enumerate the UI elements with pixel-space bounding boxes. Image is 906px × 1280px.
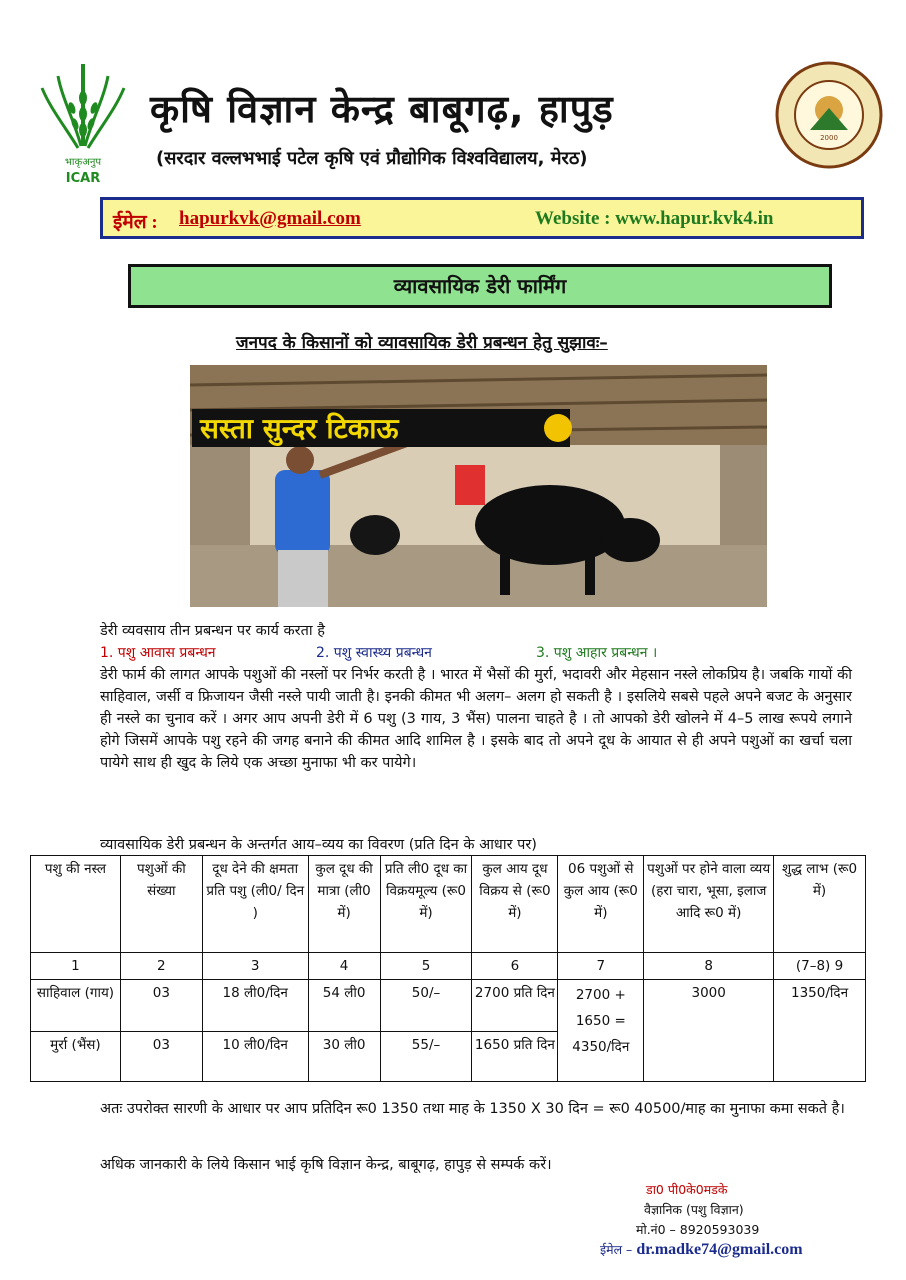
icar-logo xyxy=(28,58,138,188)
svg-text:2000: 2000 xyxy=(820,134,838,142)
signature-block xyxy=(600,1180,890,1260)
management-item: 2. पशु स्वास्थ्य प्रबन्धन xyxy=(316,645,432,661)
signature-email-label: ईमेल – xyxy=(600,1242,633,1257)
management-item: 1. पशु आवास प्रबन्धन xyxy=(100,645,216,661)
column-number: 3 xyxy=(202,953,308,980)
total-income-cell: 2700 + 1650 = 4350/दिन xyxy=(558,980,644,1082)
table-header: पशुओं पर होने वाला व्यय (हरा चारा, भूसा, इलाज आदि रू0 में) xyxy=(644,856,774,953)
capacity-cell: 18 ली0/दिन xyxy=(202,980,308,1032)
table-header: पशुओं की संख्या xyxy=(120,856,202,953)
contact-bar xyxy=(100,197,864,239)
table-number-row xyxy=(31,953,866,980)
count-cell: 03 xyxy=(120,980,202,1032)
conclusion-text: अतः उपरोक्त सारणी के आधार पर आप प्रतिदिन रू0 1350 तथा माह के 1350 X 30 दिन = रू0 40500/माह का मुनाफा कमा सकते है। xyxy=(100,1101,845,1117)
body-paragraph: डेरी फार्म की लागत आपके पशुओं की नस्लों पर निर्भर करती है । भारत में भैसों की मुर्रा, भदावरी और मेहसान नस्ले लोकप्रिय है। जबकि गायों की साहिवाल, जर्सी व फ्रिजायन जैसी नस्ले पायी जाती है। इनकी कीमत भी अलग– अलग हो सकती है । इसलिये सबसे पहले अपने बजट के अनुसार ही नस्ले का चुनाव करें । अगर आप अपनी डेरी में 6 पशु (3 गाय, 3 भैंस) पालना चाहते है । तो आपको डेरी खोलने में 4–5 लाख रूपये लगाने होगे जिसमें आपके पशु रहने की जगह बनाने की कीमत आदि शामिल है । इसके बाद तो अपने दूध के आयात से ही अपने पशुओं का खर्चा चला पायेगे साथ ही खुद के लिये एक अच्छा मुनाफा भी कर पायेगे। xyxy=(100,667,852,771)
column-number: (7–8) 9 xyxy=(774,953,866,980)
capacity-cell: 10 ली0/दिन xyxy=(202,1032,308,1082)
signature-email-link[interactable]: dr.madke74@gmail.com xyxy=(636,1241,803,1258)
table-header: कुल दूध की मात्रा (ली0 में) xyxy=(308,856,380,953)
signature-mobile: मो.नं0 – 8920593039 xyxy=(636,1222,760,1237)
university-seal-icon xyxy=(774,60,884,170)
photo-caption: सस्ता सुन्दर टिकाऊ xyxy=(200,412,399,445)
table-header: शुद्ध लाभ (रू0 में) xyxy=(774,856,866,953)
column-number: 4 xyxy=(308,953,380,980)
breed-cell: मुर्रा (भैंस) xyxy=(31,1032,121,1082)
expense-cell: 3000 xyxy=(644,980,774,1082)
column-number: 1 xyxy=(31,953,121,980)
column-number: 7 xyxy=(558,953,644,980)
price-cell: 50/– xyxy=(380,980,472,1032)
dairy-farm-photo xyxy=(190,365,767,607)
income-cell: 2700 प्रति दिन xyxy=(472,980,558,1032)
table-caption: व्यावसायिक डेरी प्रबन्धन के अन्तर्गत आय–व्यय का विवरण (प्रति दिन के आधार पर) xyxy=(100,837,537,853)
svg-text:भाकृअनुप: भाकृअनुप xyxy=(64,157,102,168)
subheading: जनपद के किसानों को व्यावसायिक डेरी प्रबन्धन हेतु सुझावः– xyxy=(236,333,608,353)
table-header: प्रति ली0 दूध का विक्रयमूल्य (रू0 में) xyxy=(380,856,472,953)
table-row xyxy=(31,980,866,1032)
management-item: 3. पशु आहार प्रबन्धन । xyxy=(536,645,658,661)
price-cell: 55/– xyxy=(380,1032,472,1082)
email-label: ईमेल : xyxy=(113,212,158,233)
total-milk-cell: 30 ली0 xyxy=(308,1032,380,1082)
email-link[interactable]: hapurkvk@gmail.com xyxy=(179,208,361,229)
column-number: 6 xyxy=(472,953,558,980)
breed-cell: साहिवाल (गाय) xyxy=(31,980,121,1032)
intro-text: डेरी व्यवसाय तीन प्रबन्धन पर कार्य करता है xyxy=(100,623,325,639)
svg-text:ICAR: ICAR xyxy=(65,171,101,186)
signature-name: डा0 पी0के0मडके xyxy=(646,1182,728,1197)
page-title: कृषि विज्ञान केन्द्र बाबूगढ़, हापुड़ xyxy=(150,87,614,131)
website-link[interactable]: Website : www.hapur.kvk4.in xyxy=(535,208,774,229)
column-number: 8 xyxy=(644,953,774,980)
column-number: 2 xyxy=(120,953,202,980)
count-cell: 03 xyxy=(120,1032,202,1082)
page-subtitle: (सरदार वल्लभभाई पटेल कृषि एवं प्रौद्योगिक विश्वविद्यालय, मेरठ) xyxy=(156,148,588,169)
table-header-row xyxy=(31,856,866,953)
column-number: 5 xyxy=(380,953,472,980)
table-header: पशु की नस्ल xyxy=(31,856,121,953)
table-header: कुल आय दूध विक्रय से (रू0 में) xyxy=(472,856,558,953)
signature-email xyxy=(600,1240,890,1260)
signature-role: वैज्ञानिक (पशु विज्ञान) xyxy=(644,1202,744,1217)
table-header: 06 पशुओं से कुल आय (रू0 में) xyxy=(558,856,644,953)
topic-banner: व्यावसायिक डेरी फार्मिंग xyxy=(128,264,832,308)
total-milk-cell: 54 ली0 xyxy=(308,980,380,1032)
income-cell: 1650 प्रति दिन xyxy=(472,1032,558,1082)
profit-cell: 1350/दिन xyxy=(774,980,866,1082)
table-header: दूध देने की क्षमता प्रति पशु (ली0/ दिन ) xyxy=(202,856,308,953)
contact-note: अधिक जानकारी के लिये किसान भाई कृषि विज्ञान केन्द्र, बाबूगढ़, हापुड़ से सम्पर्क करें। xyxy=(100,1157,552,1173)
income-expense-table xyxy=(30,855,866,1082)
